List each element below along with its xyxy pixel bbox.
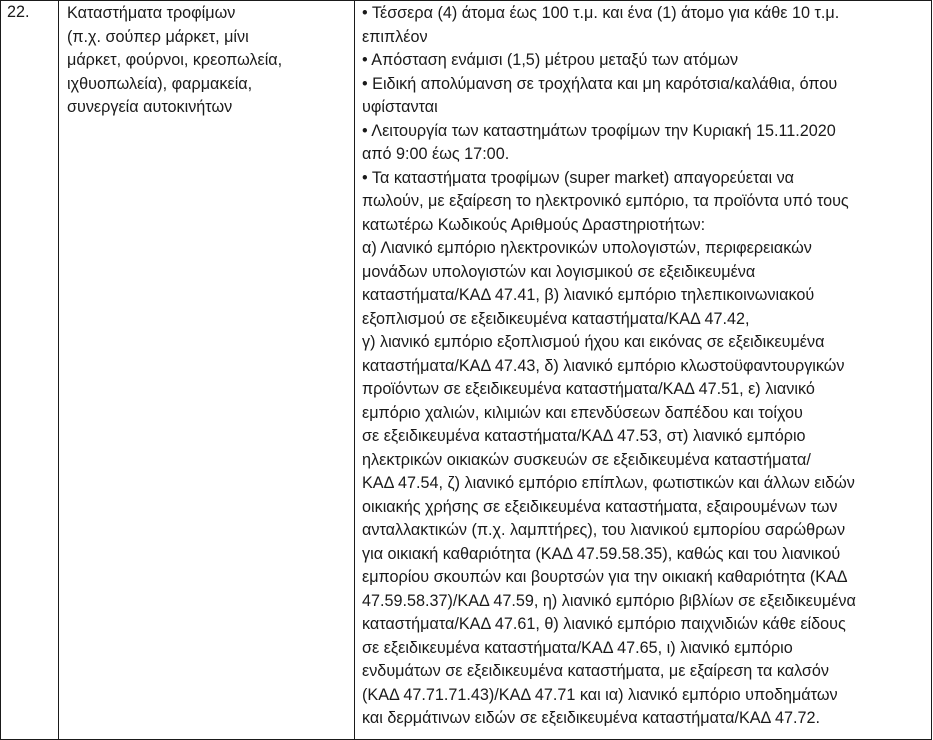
rule-line: α) Λιανικό εμπόριο ηλεκτρονικών υπολογιστών, περιφερειακών <box>362 239 812 257</box>
rule-line: για οικιακή καθαριότητα (ΚΑΔ 47.59.58.35), καθώς και του λιανικού <box>362 544 841 563</box>
rule-line: πωλούν, με εξαίρεση το ηλεκτρονικό εμπόριο, τα προϊόντα υπό τους <box>362 192 849 210</box>
rule-line: • Λειτουργία των καταστημάτων τροφίμων την Κυριακή 15.11.2020 <box>362 121 836 140</box>
rule-line: (ΚΑΔ 47.71.71.43)/ΚΑΔ 47.71 και ια) λιανικό εμπόριο υποδημάτων <box>362 685 838 704</box>
row-number: 22. <box>7 3 30 21</box>
rule-line: ηλεκτρικών οικιακών συσκευών σε εξειδικευμένα καταστήματα/ <box>362 450 811 469</box>
category-line: ιχθυοπωλεία), φαρμακεία, <box>67 74 253 93</box>
rule-line: μονάδων υπολογιστών και λογισμικού σε εξειδικευμένα <box>362 262 756 281</box>
rule-line: • Απόσταση ενάμισι (1,5) μέτρου μεταξύ των ατόμων <box>362 51 739 69</box>
rule-line: σε εξειδικευμένα καταστήματα/ΚΑΔ 47.53, στ) λιανικό εμπόριο <box>362 427 806 445</box>
category-line: συνεργεία αυτοκινήτων <box>67 98 233 116</box>
rule-line: οικιακής χρήσης σε εξειδικευμένα καταστήματα, εξαιρουμένων των <box>362 497 838 516</box>
rule-line: εμπόριο χαλιών, κιλιμιών και επενδύσεων δαπέδου και τοίχου <box>362 403 803 422</box>
rule-line: εξοπλισμού σε εξειδικευμένα καταστήματα/ΚΑΔ 47.42, <box>362 309 750 328</box>
category-line: Καταστήματα τροφίμων <box>67 4 236 22</box>
table-row <box>1 1 932 740</box>
rule-line: ΚΑΔ 47.54, ζ) λιανικό εμπόριο επίπλων, φωτιστικών και άλλων ειδών <box>362 474 855 492</box>
rule-line: σε εξειδικευμένα καταστήματα/ΚΑΔ 47.65, ι) λιανικό εμπόριο <box>362 638 793 657</box>
rule-line: • Ειδική απολύμανση σε τροχήλατα και μη καρότσια/καλάθια, όπου <box>362 74 838 93</box>
rule-line: και δερμάτινων ειδών σε εξειδικευμένα καταστήματα/ΚΑΔ 47.72. <box>362 709 820 727</box>
row-number-cell <box>1 1 59 740</box>
rule-line: επιπλέον <box>362 27 428 46</box>
rule-line: προϊόντων σε εξειδικευμένα καταστήματα/ΚΑΔ 47.51, ε) λιανικό <box>362 380 815 398</box>
category-line: (π.χ. σούπερ μάρκετ, μίνι <box>67 27 249 46</box>
rule-line: υφίστανται <box>362 98 438 116</box>
rule-line: εμπορίου σκουπών και βουρτσών για την οικιακή καθαριότητα (ΚΑΔ <box>362 568 848 586</box>
rule-line: κατωτέρω Κωδικούς Αριθμούς Δραστηριοτήτων: <box>362 215 706 234</box>
rule-line: • Τα καταστήματα τροφίμων (super market) απαγορεύεται να <box>362 168 795 187</box>
rule-line: από 9:00 έως 17:00. <box>362 145 510 163</box>
category-cell <box>59 1 355 740</box>
rule-line: 47.59.58.37)/ΚΑΔ 47.59, η) λιανικό εμπόριο βιβλίων σε εξειδικευμένα <box>362 591 856 610</box>
rule-line: καταστήματα/ΚΑΔ 47.61, θ) λιανικό εμπόριο παιχνιδιών κάθε είδους <box>362 615 846 633</box>
rule-line: ενδυμάτων σε εξειδικευμένα καταστήματα, με εξαίρεση τα καλσόν <box>362 662 830 680</box>
rule-line: • Τέσσερα (4) άτομα έως 100 τ.μ. και ένα (1) άτομο για κάθε 10 τ.μ. <box>362 4 840 22</box>
rule-line: ανταλλακτικών (π.χ. λαμπτήρες), του λιανικού εμπορίου σαρώθρων <box>362 521 846 539</box>
rule-line: καταστήματα/ΚΑΔ 47.41, β) λιανικό εμπόριο τηλεπικοινωνιακού <box>362 286 815 304</box>
rule-line: καταστήματα/ΚΑΔ 47.43, δ) λιανικό εμπόριο κλωστοϋφαντουργικών <box>362 356 845 375</box>
rules-cell <box>355 1 932 740</box>
category-line: μάρκετ, φούρνοι, κρεοπωλεία, <box>67 51 283 69</box>
rule-line: γ) λιανικό εμπόριο εξοπλισμού ήχου και εικόνας σε εξειδικευμένα <box>362 333 825 351</box>
